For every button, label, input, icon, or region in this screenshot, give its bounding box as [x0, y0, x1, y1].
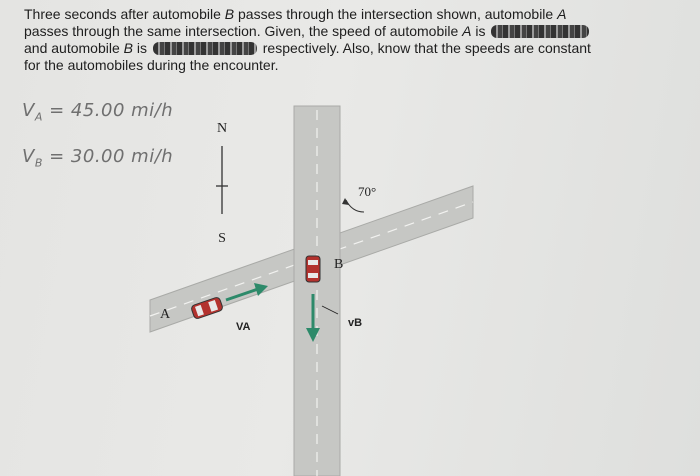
compass-south-label: S: [218, 231, 226, 246]
problem-text: and automobile: [24, 40, 124, 56]
car-b-body: [306, 256, 320, 282]
problem-text: passes through the intersection shown, automobile: [234, 6, 558, 22]
car-b-windshield: [308, 260, 318, 265]
problem-text: is: [132, 40, 151, 56]
problem-text: is: [471, 23, 490, 39]
compass-north-label: N: [216, 121, 228, 136]
va-label: VA: [236, 321, 251, 333]
problem-var: A: [557, 6, 567, 22]
problem-var: A: [462, 23, 472, 39]
vertical-road: [294, 106, 340, 476]
problem-line-4: for the automobiles during the encounter.: [24, 57, 279, 73]
problem-text: respectively. Also, know that the speeds are constant: [258, 40, 591, 56]
va-subscript: A: [34, 110, 43, 124]
problem-text: passes through the same intersection. Given, the speed of automobile: [24, 23, 463, 39]
va-value: = 45.00 mi/h: [49, 100, 174, 121]
va-symbol: V: [22, 100, 35, 121]
car-a-label: A: [160, 307, 171, 322]
vb-subscript: B: [34, 156, 43, 170]
problem-var: B: [224, 6, 235, 22]
compass: [216, 121, 228, 246]
problem-text: Three seconds after automobile: [24, 6, 225, 22]
angle-label: 70°: [358, 184, 377, 199]
angle-marker: [342, 184, 376, 212]
vb-label: vB: [348, 317, 363, 329]
problem-var: B: [123, 40, 133, 56]
vb-symbol: V: [22, 146, 35, 167]
car-b-label: B: [334, 257, 344, 272]
vb-value: = 30.00 mi/h: [49, 146, 174, 167]
car-b-rear-window: [308, 273, 318, 278]
